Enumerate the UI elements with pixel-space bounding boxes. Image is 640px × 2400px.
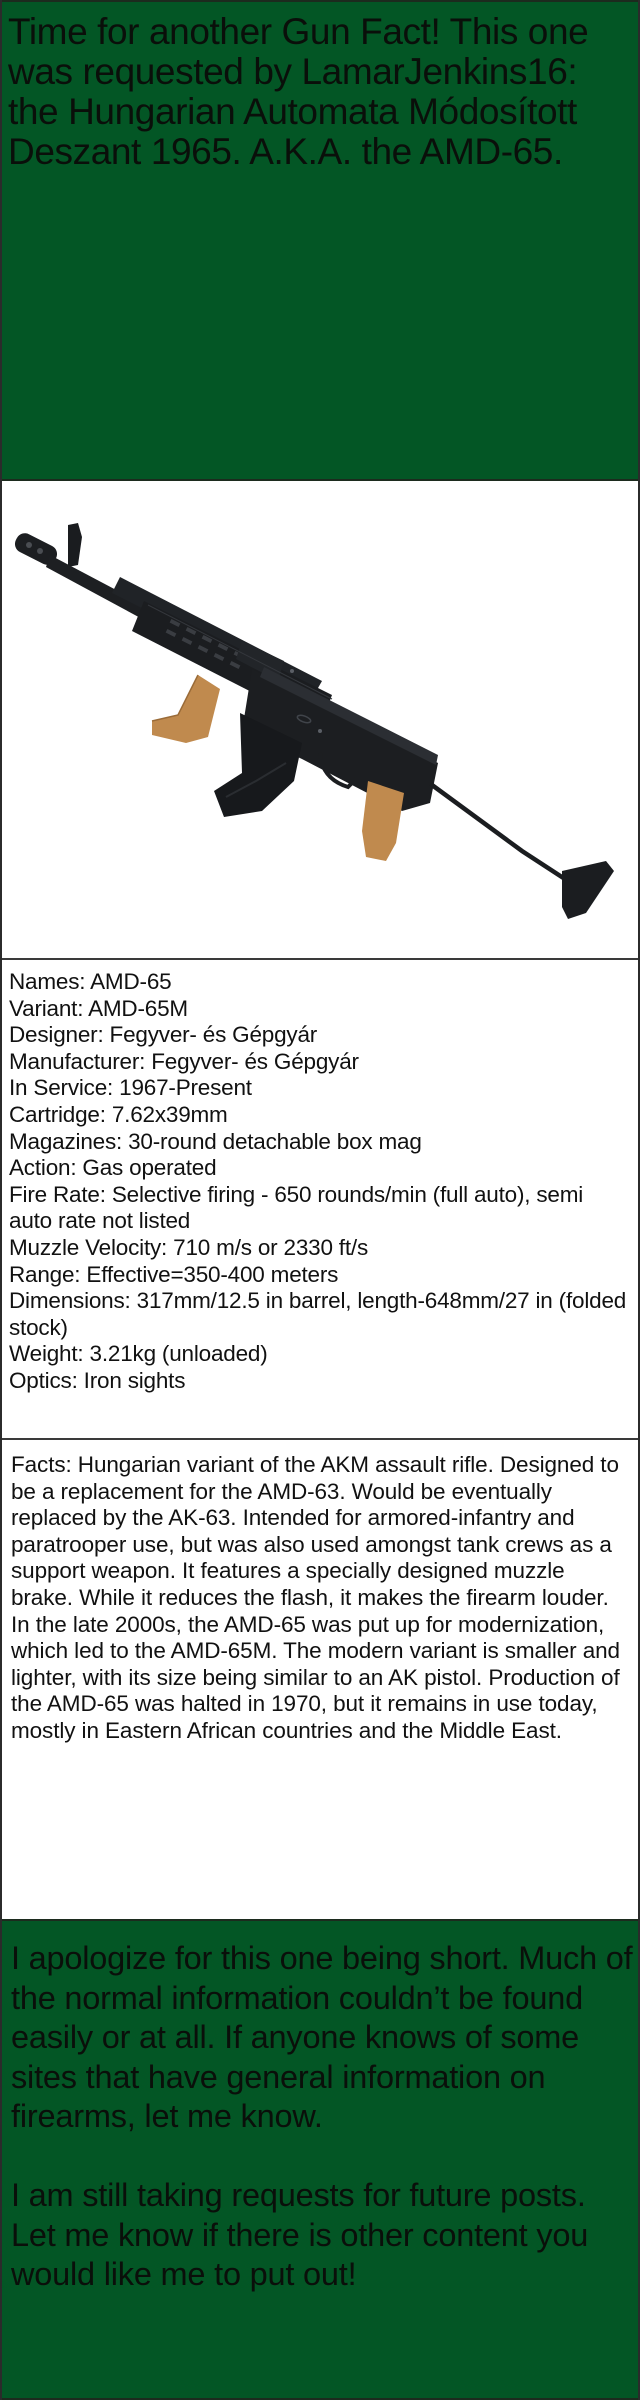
spec-fire-rate: Fire Rate: Selective firing - 650 rounds/min (full auto), semi auto rate not listed [9,1181,584,1234]
intro-panel [2,0,638,481]
spec-weight: Weight: 3.21kg (unloaded) [9,1341,268,1367]
spec-optics: Optics: Iron sights [9,1367,186,1393]
specs-panel [2,960,638,1440]
spec-muzzle-velocity: Muzzle Velocity: 710 m/s or 2330 ft/s [9,1234,369,1260]
spec-names: Names: AMD-65 [9,969,172,994]
facts-text: Facts: Hungarian variant of the AKM assault rifle. Designed to be a replacement for the AMD-63. Would be eventually replaced by the AK-63. Intended for armored-infantry and paratrooper use, but was also used amongst tank crews as a support weapon. It features a specially designed muzzle brake. While it reduces the flash, it makes the firearm louder. In the late 2000s, the AMD-65 was put up for modernization, which led to the AMD-65M. The modern variant is smaller and lighter, with its size being similar to an AK pistol. Production of the AMD-65 was halted in 1970, but it remains in use today, mostly in Eastern African countries and the Middle East. [11,1452,620,1743]
spec-dimensions: Dimensions: 317mm/12.5 in barrel, length-648mm/27 in (folded stock) [9,1288,627,1340]
facts-panel [2,1440,638,1919]
outro-panel [2,1919,638,2400]
spec-cartridge: Cartridge: 7.62x39mm [9,1101,228,1127]
outro-requests: I am still taking requests for future posts. Let me know if there is other content you would like me to put out! [11,2177,589,2292]
outro-apology: I apologize for this one being short. Much of the normal information couldn’t be found easily or at all. If anyone knows of some sites that have general information on firearms, let me know. [11,1940,633,2134]
spec-variant: Variant: AMD-65M [9,995,188,1021]
rifle-image-panel [2,481,638,960]
spec-magazines: Magazines: 30-round detachable box mag [9,1128,422,1154]
spec-in-service: In Service: 1967-Present [9,1075,252,1101]
intro-text: Time for another Gun Fact! This one was requested by LamarJenkins16: the Hungarian Automata Módosított Deszant 1965. A.K.A. the AMD-65. [8,11,589,172]
rifle-illustration [2,481,638,958]
spec-action: Action: Gas operated [9,1155,217,1181]
spec-manufacturer: Manufacturer: Fegyver- és Gépgyár [9,1048,359,1074]
spec-designer: Designer: Fegyver- és Gépgyár [9,1022,318,1048]
spec-range: Range: Effective=350-400 meters [9,1261,339,1287]
